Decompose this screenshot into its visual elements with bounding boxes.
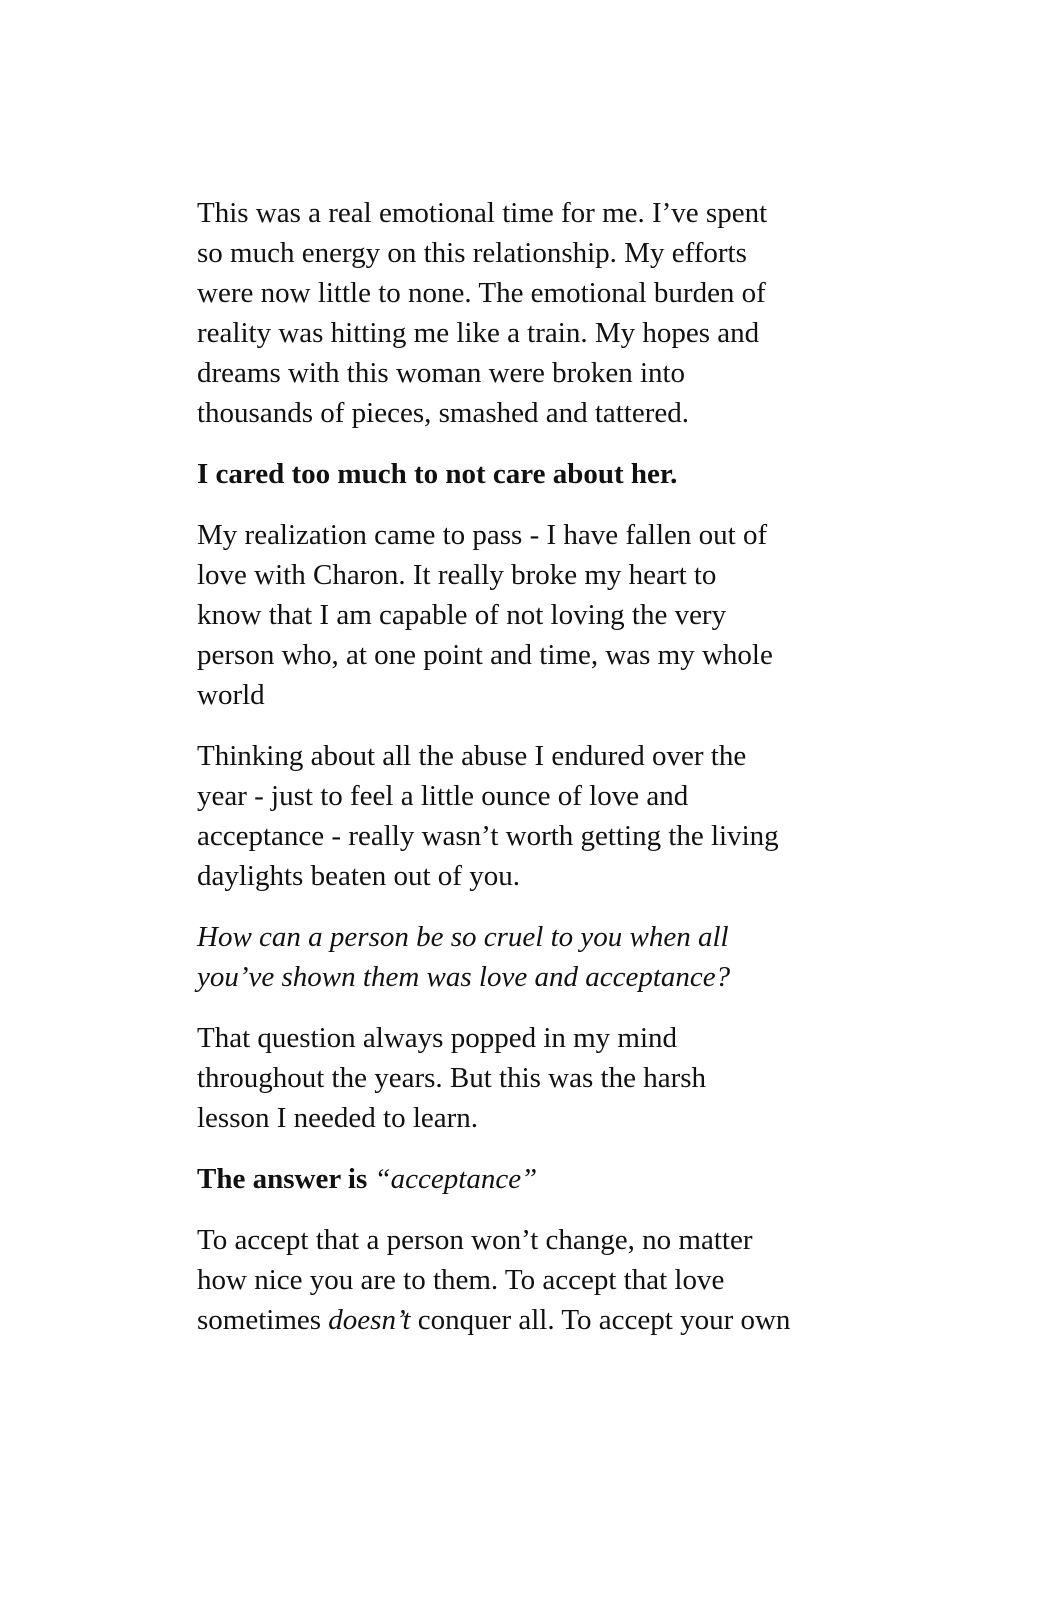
answer-line: [197, 1159, 847, 1199]
text-line: My realization came to pass - I have fallen out of: [197, 519, 768, 551]
text-line: acceptance - really wasn’t worth getting the living: [197, 820, 779, 852]
paragraph-abuse: [197, 736, 847, 896]
text-line: This was a real emotional time for me. I’ve spent: [197, 197, 768, 229]
text-line: reality was hitting me like a train. My hopes and: [197, 317, 760, 349]
text-line: person who, at one point and time, was my whole: [197, 639, 773, 671]
text-line: world: [197, 679, 265, 711]
answer-line-text: [197, 1159, 847, 1199]
text-line: thousands of pieces, smashed and tattered.: [197, 397, 690, 429]
paragraph-emotional-time: [197, 193, 847, 433]
answer-italic-part: “acceptance”: [374, 1163, 538, 1195]
text-line: I cared too much to not care about her.: [197, 458, 678, 490]
italic-question: [197, 917, 847, 997]
paragraph-realization: [197, 515, 847, 715]
text-line: daylights beaten out of you.: [197, 860, 520, 892]
text-segment: conquer all. To accept your own: [410, 1304, 791, 1336]
text-line: love with Charon. It really broke my heart to: [197, 559, 717, 591]
text-line: so much energy on this relationship. My efforts: [197, 237, 747, 269]
text-line: Thinking about all the abuse I endured over the: [197, 740, 747, 772]
book-page: [197, 193, 847, 1361]
italic-emphasis: doesn’t: [328, 1304, 411, 1336]
text-line: how nice you are to them. To accept that love: [197, 1264, 725, 1296]
text-line: How can a person be so cruel to you when all: [197, 921, 729, 953]
bold-statement: [197, 454, 847, 494]
paragraph-question-reflection: [197, 1018, 847, 1138]
text-line: That question always popped in my mind: [197, 1022, 678, 1054]
paragraph-acceptance: [197, 1220, 847, 1340]
text-line: throughout the years. But this was the harsh: [197, 1062, 707, 1094]
text-line: you’ve shown them was love and acceptance?: [197, 961, 731, 993]
text-line: year - just to feel a little ounce of love and: [197, 780, 689, 812]
text-line: were now little to none. The emotional burden of: [197, 277, 766, 309]
text-line: lesson I needed to learn.: [197, 1102, 479, 1134]
text-line: dreams with this woman were broken into: [197, 357, 686, 389]
text-line: [197, 1300, 847, 1340]
text-segment: sometimes: [197, 1304, 329, 1336]
text-line: To accept that a person won’t change, no matter: [197, 1224, 753, 1256]
text-line: know that I am capable of not loving the very: [197, 599, 727, 631]
answer-bold-part: The answer is: [197, 1163, 375, 1195]
